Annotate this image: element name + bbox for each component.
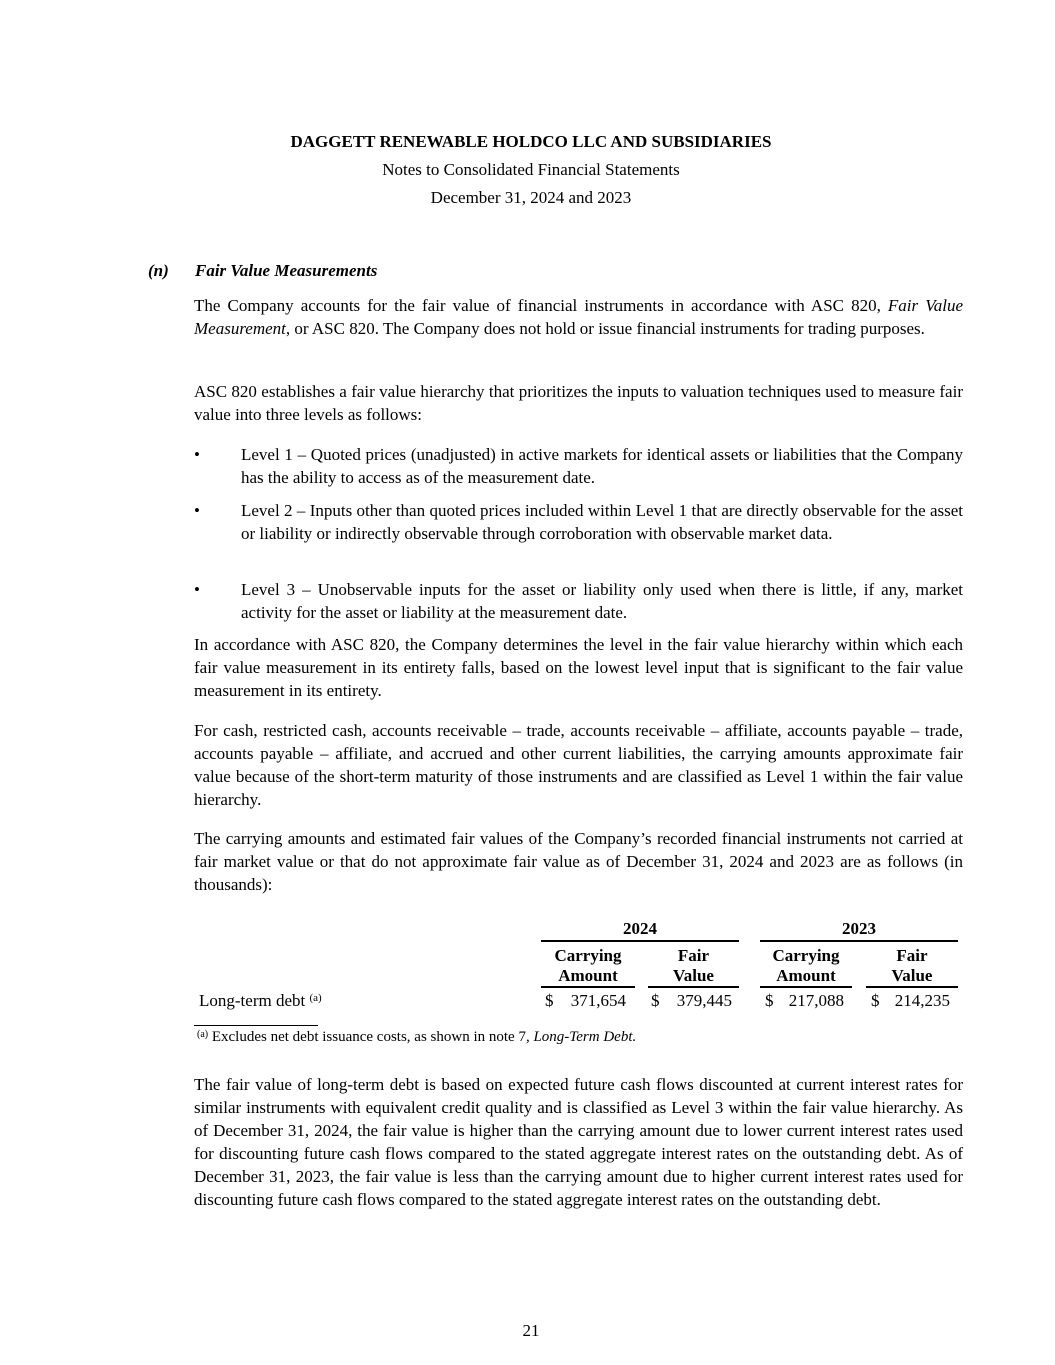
- column-header-line: Fair: [896, 946, 928, 965]
- currency-symbol: $: [871, 991, 880, 1010]
- table-cell: 217,088: [788, 991, 844, 1010]
- paragraph-asc820-intro: [194, 294, 963, 340]
- table-rule: [760, 940, 958, 942]
- table-column-header: [866, 946, 958, 986]
- bullet-marker: •: [194, 580, 200, 599]
- paragraph-hierarchy: ASC 820 establishes a fair value hierarchy that prioritizes the inputs to valuation techniques used to measure fair value into three levels as follows:: [194, 382, 963, 424]
- footnote-mark: (a): [197, 1029, 209, 1040]
- table-year-header: 2024: [623, 919, 657, 938]
- table-row-label: [199, 990, 322, 1012]
- currency-symbol: $: [651, 991, 660, 1010]
- paragraph-table-intro: The carrying amounts and estimated fair values of the Company’s recorded financial instruments not carried at fair market value or that do not approximate fair value as of December 31, 2024 and 2023 are as follows (in thousands):: [194, 829, 963, 894]
- section-title: Fair Value Measurements: [195, 261, 378, 280]
- footnote-italic-text: Long-Term Debt.: [533, 1029, 637, 1045]
- column-header-line: Fair: [677, 946, 710, 965]
- document-dates: December 31, 2024 and 2023: [430, 188, 632, 207]
- table-column-header: [541, 946, 635, 986]
- table-cell: 371,654: [570, 991, 626, 1010]
- footnote: [197, 1027, 636, 1047]
- paragraph-current-items: For cash, restricted cash, accounts receivable – trade, accounts receivable – affiliate, accounts payable – trade, accounts payable – affiliate, and accrued and other current liabilities, the carrying amounts approximate fair value because of the short-term maturity of those instruments and are classified as Level 1 within the fair value hierarchy.: [194, 721, 963, 809]
- paragraph-text: , or ASC 820. The Company does not hold or issue financial instruments for trading purposes.: [285, 319, 925, 338]
- column-header-line: Carrying: [772, 946, 840, 965]
- footnote-text: Excludes net debt issuance costs, as shown in note 7,: [208, 1029, 534, 1045]
- column-header-line: Value: [891, 966, 933, 985]
- row-label-text: Long-term debt: [199, 991, 306, 1010]
- column-header-line: Value: [673, 966, 714, 985]
- currency-symbol: $: [545, 991, 554, 1010]
- paragraph-italic-text: Fair Value Measurement: [194, 296, 963, 338]
- table-column-header: [760, 946, 852, 986]
- section-label: (n): [148, 261, 169, 280]
- paragraph-long-term-debt: The fair value of long-term debt is based on expected future cash flows discounted at current interest rates for similar instruments with equivalent credit quality and is classified as Level 3 within the fair value hierarchy. As of December 31, 2024, the fair value is higher than the carrying amount due to lower current interest rates used for discounting future cash flows compared to the stated aggregate interest rates on the outstanding debt. As of December 31, 2023, the fair value is less than the carrying amount due to higher current interest rates used for discounting future cash flows compared to the stated aggregate interest rates on the outstanding debt.: [194, 1075, 963, 1209]
- paragraph-level-determination: In accordance with ASC 820, the Company determines the level in the fair value hierarchy within which each fair value measurement in its entirety falls, based on the lowest level input that is significant to the fair value measurement in its entirety.: [194, 635, 963, 700]
- page-number: 21: [522, 1321, 540, 1340]
- column-header-line: Amount: [776, 966, 836, 985]
- table-rule: [648, 986, 739, 988]
- table-rule: [866, 986, 958, 988]
- document-subtitle: Notes to Consolidated Financial Statements: [382, 160, 680, 179]
- footnote-mark: (a): [309, 992, 322, 1004]
- company-name: DAGGETT RENEWABLE HOLDCO LLC AND SUBSIDIARIES: [290, 132, 772, 151]
- bullet-level-2: Level 2 – Inputs other than quoted prices included within Level 1 that are directly observable for the asset or liability or indirectly observable through corroboration with observable market data.: [241, 501, 963, 543]
- table-rule: [760, 986, 852, 988]
- currency-symbol: $: [765, 991, 774, 1010]
- bullet-level-1: Level 1 – Quoted prices (unadjusted) in active markets for identical assets or liabilities that the Company has the ability to access as of the measurement date.: [241, 445, 963, 487]
- table-cell: 379,445: [676, 991, 732, 1010]
- column-header-line: Amount: [558, 966, 618, 985]
- table-rule: [541, 940, 739, 942]
- column-header-line: Carrying: [554, 946, 622, 965]
- paragraph-text: The Company accounts for the fair value of financial instruments in accordance with ASC 820,: [194, 296, 888, 315]
- footnote-divider: [194, 1025, 318, 1026]
- table-year-header: 2023: [842, 919, 876, 938]
- bullet-marker: •: [194, 445, 200, 464]
- table-column-header: [648, 946, 739, 986]
- table-cell: 214,235: [894, 991, 950, 1010]
- bullet-marker: •: [194, 501, 200, 520]
- bullet-level-3: Level 3 – Unobservable inputs for the asset or liability only used when there is little, if any, market activity for the asset or liability at the measurement date.: [241, 580, 963, 622]
- table-rule: [541, 986, 635, 988]
